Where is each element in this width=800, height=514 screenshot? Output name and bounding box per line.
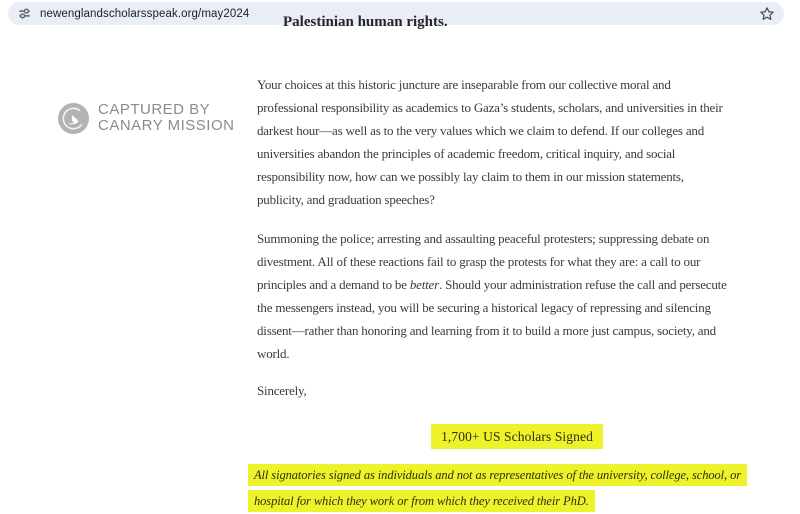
letter-line: professional responsibility as academics to Gaza’s students, scholars, and universities in their (257, 100, 723, 115)
letter-line: divestment. All of these reactions fail to grasp the protests for what they are: a call to our (257, 254, 701, 269)
signed-count-row (257, 424, 777, 449)
letter-line: world. (257, 346, 290, 361)
url-text[interactable]: newenglandscholarsspeak.org/may2024 (40, 7, 250, 20)
canary-mission-watermark (58, 102, 234, 134)
letter-line: publicity, and graduation speeches? (257, 192, 435, 207)
letter-line: dissent—rather than honoring and learning from it to build a more just campus, society, and (257, 323, 716, 338)
watermark-line-1: CAPTURED BY (98, 101, 211, 118)
site-settings-icon[interactable] (18, 7, 31, 20)
letter-line (257, 273, 777, 296)
closing-salutation: Sincerely, (257, 383, 307, 398)
disclaimer-highlight: All signatories signed as individuals and not as representatives of the university, college, school, or (248, 464, 747, 486)
letter-line-segment: . Should your administration refuse the call and persecute (438, 277, 727, 292)
disclaimer-highlight: hospital for which they work or from which they received their PhD. (248, 490, 595, 512)
letter-line-segment: principles and a demand to be (257, 277, 410, 292)
clipped-paragraph-text: Palestinian human rights. (283, 14, 448, 30)
disclaimer-line (248, 488, 777, 514)
letter-line: Your choices at this historic juncture are inseparable from our collective moral and (257, 77, 671, 92)
letter-body (254, 25, 777, 514)
paragraph-2 (257, 227, 777, 365)
watermark-line-2: CANARY MISSION (98, 117, 235, 134)
signed-count-highlight: 1,700+ US Scholars Signed (431, 424, 603, 449)
letter-line: the messengers instead, you will be securing a historical legacy of repressing and silencing (257, 300, 711, 315)
letter-line: Summoning the police; arresting and assaulting peaceful protesters; suppressing debate on (257, 231, 710, 246)
bookmark-star-icon[interactable] (759, 6, 775, 22)
canary-mission-logo-icon (58, 103, 89, 134)
emphasized-word: better (409, 277, 439, 292)
letter-line: universities abandon the principles of academic freedom, critical inquiry, and social (257, 146, 676, 161)
watermark-text (98, 102, 234, 134)
disclaimer-line (248, 462, 777, 488)
paragraph-1 (257, 73, 777, 211)
letter-line: responsibility now, how can we possibly lay claim to them in our mission statements, (257, 169, 684, 184)
letter-line: darkest hour—as well as to the very values which we claim to defend. If our colleges and (257, 123, 704, 138)
signatories-disclaimer (248, 462, 777, 514)
